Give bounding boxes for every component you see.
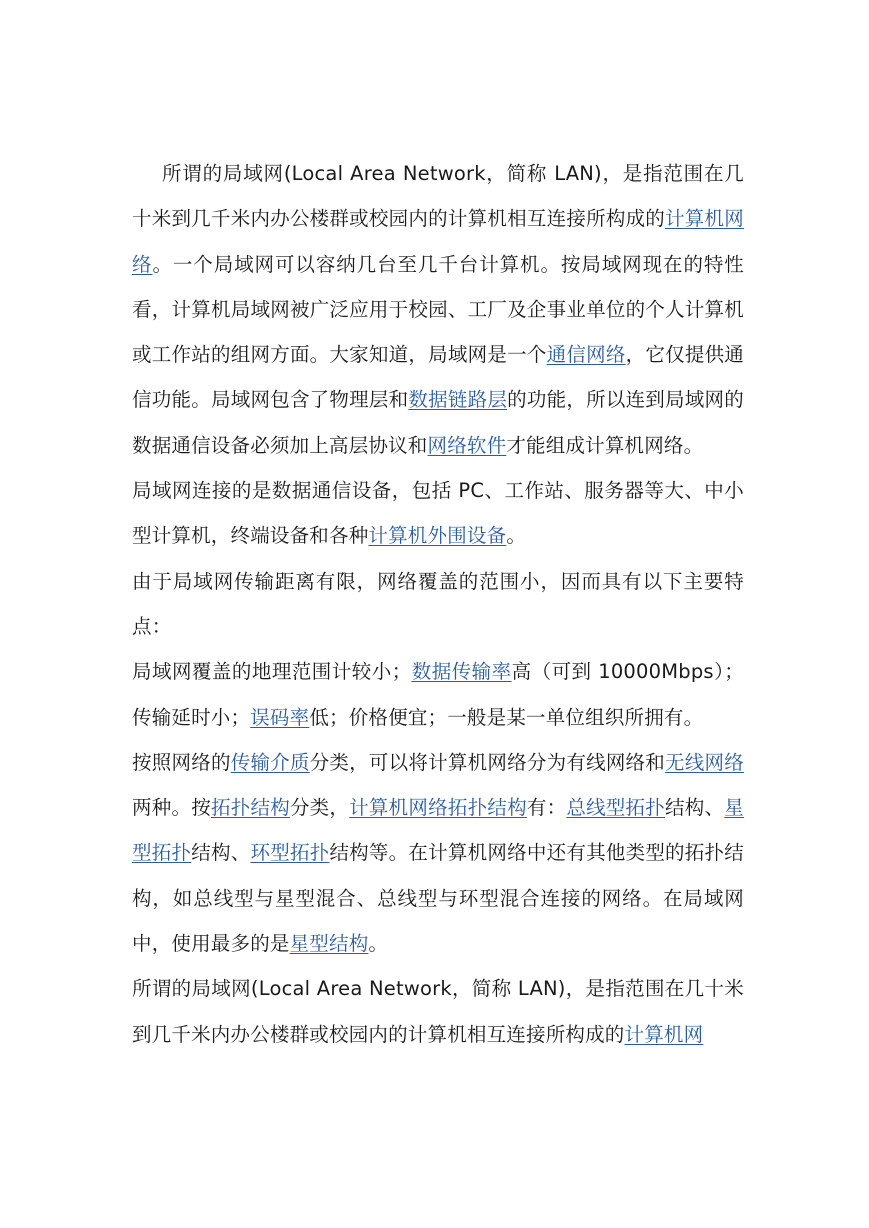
paragraph-text: 所谓的局域网(Local Area Network，简称 LAN)，是指范围在几十米到几千米内办公楼群或校园内的计算机相互连接所构成的 <box>132 977 744 1046</box>
paragraph-text: 高（可到 10000Mbps）；传输延时小； <box>132 660 744 729</box>
paragraph-text: 所谓的局域网(Local Area Network，简称 LAN)，是指范围在几十米到几千米内办公楼群或校园内的计算机相互连接所构成的 <box>132 162 744 231</box>
paragraph-text: 分类，可以将计算机网络分为有线网络和 <box>309 750 666 774</box>
paragraph-text: 结构、 <box>665 796 725 820</box>
hyperlink[interactable]: 计算机网络拓扑结构 <box>349 796 527 820</box>
paragraph-text: 的功能，所以连到局域网的数据通信设备必须加上高层协议和 <box>132 388 744 457</box>
paragraph-text: 。 <box>368 932 389 956</box>
paragraph-text: 分类， <box>289 796 350 820</box>
hyperlink[interactable]: 星型拓扑 <box>132 796 744 865</box>
hyperlink[interactable]: 计算机网络 <box>132 207 744 276</box>
hyperlink[interactable]: 数据传输率 <box>411 660 512 684</box>
hyperlink[interactable]: 星型结构 <box>289 932 369 956</box>
hyperlink[interactable]: 总线型拓扑 <box>566 796 666 820</box>
paragraph-text: 。一个局域网可以容纳几台至几千台计算机。按局域网现在的特性看，计算机局域网被广泛应用于校园、工厂及企事业单位的个人计算机或工作站的组网方面。大家知道，局域网是一个 <box>132 252 744 367</box>
hyperlink[interactable]: 计算机网 <box>624 1022 704 1046</box>
paragraph-text: 。 <box>506 524 527 548</box>
paragraph-text: 按照网络的 <box>132 750 231 774</box>
hyperlink[interactable]: 环型拓扑 <box>250 841 330 865</box>
paragraph-text: 结构等。在计算机网络中还有其他类型的拓扑结构，如总线型与星型混合、总线型与环型混合连接的网络。在局域网中，使用最多的是 <box>132 841 744 956</box>
paragraph-text: ，它仅提供通信功能。局域网包含了物理层和 <box>132 343 745 412</box>
hyperlink[interactable]: 无线网络 <box>665 750 744 774</box>
paragraph-text: 才能组成计算机网络。 <box>506 433 704 457</box>
paragraph <box>132 468 744 559</box>
paragraph <box>132 151 744 468</box>
paragraph <box>132 559 744 650</box>
paragraph-text: 有： <box>526 796 567 820</box>
paragraph <box>132 966 744 1057</box>
paragraph-text: 局域网连接的是数据通信设备，包括 PC、工作站、服务器等大、中小型计算机，终端设备和各种 <box>132 479 744 548</box>
paragraph-text: 两种。按 <box>132 796 211 820</box>
document-body <box>132 151 744 1057</box>
hyperlink[interactable]: 拓扑结构 <box>210 796 290 820</box>
hyperlink[interactable]: 通信网络 <box>546 343 626 367</box>
hyperlink[interactable]: 网络软件 <box>427 433 507 457</box>
hyperlink[interactable]: 误码率 <box>250 705 310 729</box>
hyperlink[interactable]: 计算机外围设备 <box>368 524 507 548</box>
hyperlink[interactable]: 传输介质 <box>230 750 310 774</box>
paragraph <box>132 740 744 966</box>
paragraph-text: 结构、 <box>191 841 251 865</box>
paragraph-text: 低；价格便宜；一般是某一单位组织所拥有。 <box>309 705 704 729</box>
paragraph <box>132 649 744 740</box>
paragraph-text: 由于局域网传输距离有限，网络覆盖的范围小，因而具有以下主要特点： <box>132 569 744 638</box>
hyperlink[interactable]: 数据链路层 <box>408 388 508 412</box>
paragraph-text: 局域网覆盖的地理范围计较小； <box>132 660 412 684</box>
